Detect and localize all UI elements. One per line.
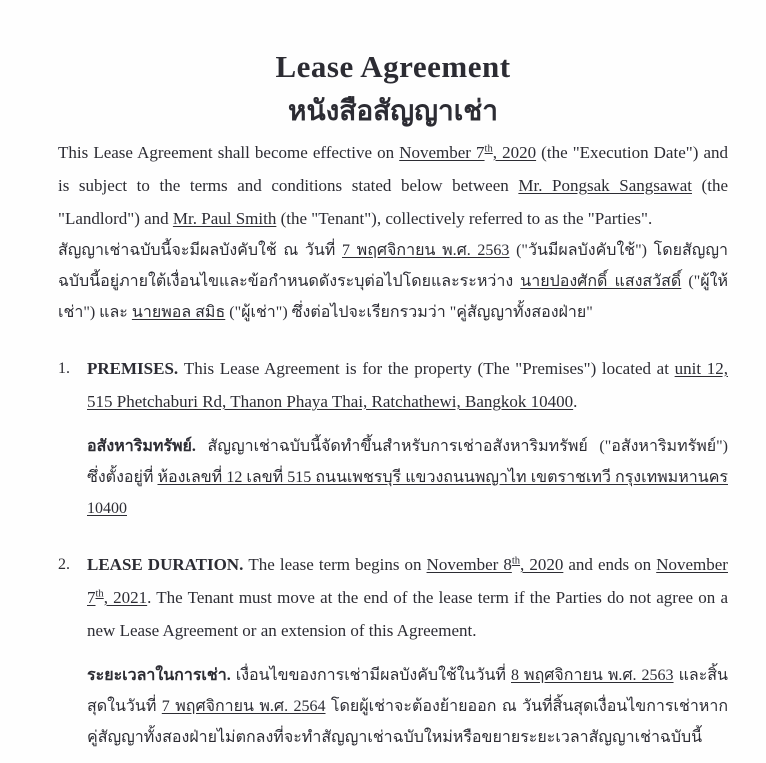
lease-agreement-document (0, 46, 766, 763)
intro-paragraph-thai: สัญญาเช่าฉบับนี้จะมีผลบังคับใช้ ณ วันที่ 7 พฤศจิกายน พ.ศ. 2563 ("วันมีผลบังคับใช้") โดยสัญญาฉบับนี้อยู่ภายใต้เงื่อนไขและข้อกำหนดดังระบุต่อไปโดยและระหว่าง นายปองศักดิ์ แสงสวัสดิ์ ("ผู้ให้เช่า") และ นายพอล สมิธ ("ผู้เช่า") ซึ่งต่อไปจะเรียกรวมว่า "คู่สัญญาทั้งสองฝ่าย" (58, 242, 729, 321)
section-1-premises (58, 352, 728, 524)
document-title-english: Lease Agreement (275, 49, 511, 84)
intro-paragraph-english: This Lease Agreement shall become effective on November 7th, 2020 (the "Execution Date") and is subject to the terms and conditions stated below between Mr. Pongsak Sangsawat (the "Landlord") and Mr. Paul Smith (the "Tenant"), collectively referred to as the "Parties". (58, 143, 728, 228)
premises-paragraph-english: PREMISES. This Lease Agreement is for the property (The "Premises") located at unit 12, 515 Phetchaburi Rd, Thanon Phaya Thai, Ratchathewi, Bangkok 10400. (87, 359, 728, 411)
section-1-number: 1. (58, 360, 70, 377)
section-2-lease-duration (58, 548, 728, 753)
section-2-number: 2. (58, 556, 70, 573)
section-1-body (87, 352, 728, 524)
premises-paragraph-thai: อสังหาริมทรัพย์. สัญญาเช่าฉบับนี้จัดทำขึ้นสำหรับการเช่าอสังหาริมทรัพย์ ("อสังหาริมทรัพย์") ซึ่งตั้งอยู่ที่ ห้องเลขที่ 12 เลขที่ 515 ถนนเพชรบุรี แขวงถนนพญาไท เขตราชเทวี กรุงเทพมหานคร 10400 (87, 438, 728, 517)
lease-duration-paragraph-thai: ระยะเวลาในการเช่า. เงื่อนไขของการเช่ามีผลบังคับใช้ในวันที่ 8 พฤศจิกายน พ.ศ. 2563 และสิ้นสุดในวันที่ 7 พฤศจิกายน พ.ศ. 2564 โดยผู้เช่าจะต้องย้ายออก ณ วันที่สิ้นสุดเงื่อนไขการเช่าหากคู่สัญญาทั้งสองฝ่ายไม่ตกลงที่จะทำสัญญาเช่าฉบับใหม่หรือขยายระยะเวลาสัญญาเช่าฉบับนี้ (87, 667, 729, 746)
document-title-thai: หนังสือสัญญาเช่า (288, 96, 498, 127)
section-2-body (87, 548, 728, 753)
lease-duration-paragraph-english: LEASE DURATION. The lease term begins on November 8th, 2020 and ends on November 7th, 2021. The Tenant must move at the end of the lease term if the Parties do not agree on a new Lease Agreement or an extension of this Agreement. (87, 555, 728, 640)
